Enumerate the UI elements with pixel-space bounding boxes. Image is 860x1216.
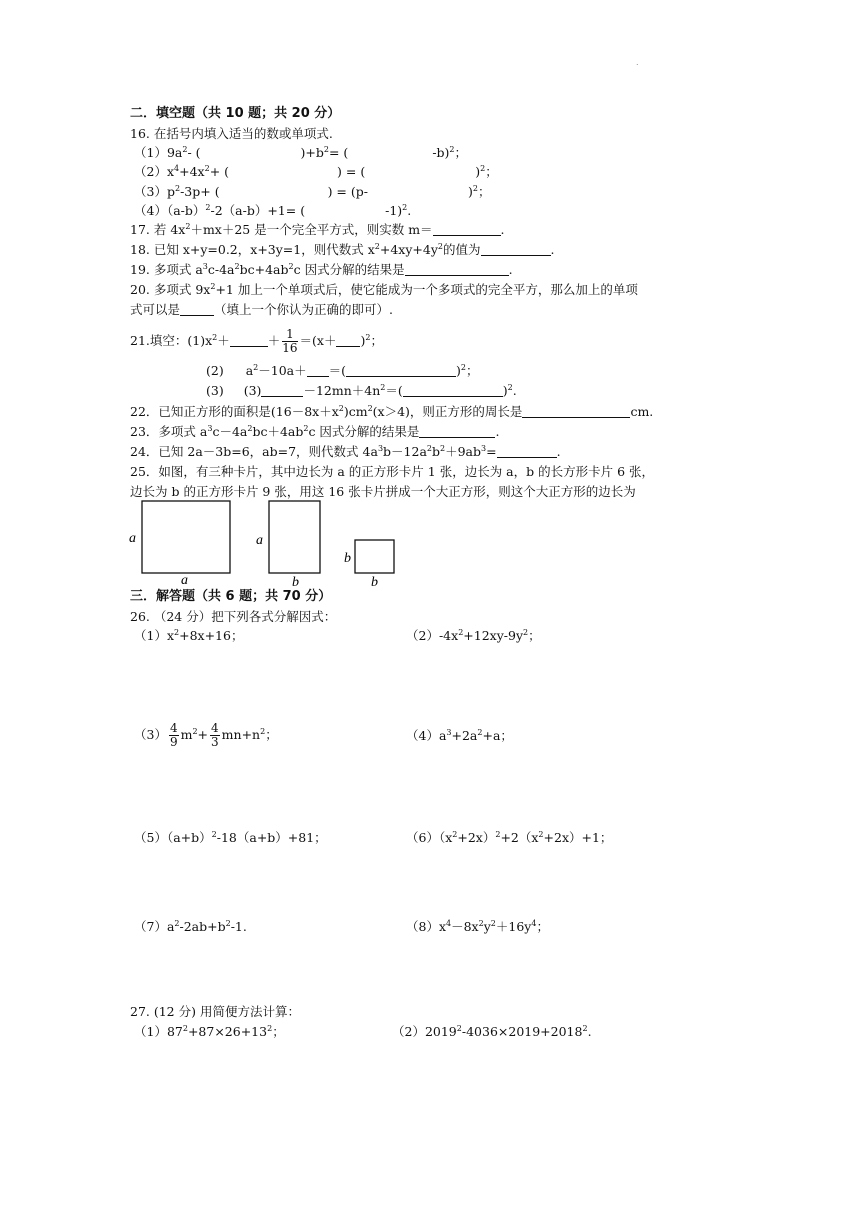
q17: 17. 若 $4x^2+mx+25$ 是一个完全平方式，则实数 m＝ . — [130, 222, 505, 237]
q22-answer-blank[interactable] — [522, 405, 630, 418]
q27-text: 27. (12 分) 用简便方法计算： — [130, 1004, 300, 1019]
card-square-b — [355, 540, 394, 573]
q20-answer-blank[interactable] — [180, 303, 214, 316]
q17-answer-blank[interactable] — [433, 223, 501, 236]
q26-part6: $(6)(x^2+2x)^2+2(x^2+2x)+1$； — [406, 830, 613, 845]
q16-part2: $(2)x^4+4x^2+$ ( ) = ( )$^2$； — [134, 164, 498, 179]
q26-part3: （3） $\frac{4}{9}$ $m^2+$ $\frac{4}{3}$ $mn+n^2$； — [134, 721, 278, 749]
label-side-a1: a — [129, 531, 136, 546]
top-mark: . — [636, 58, 639, 67]
q16-text: 16. 在括号内填入适当的数或单项式. — [130, 126, 333, 141]
q20-line2: 式可以是 （填上一个你认为正确的即可）. — [130, 302, 393, 317]
q26-3-fraction-a: $\frac{4}{9}$ — [169, 721, 178, 749]
label-bottom-b2: b — [371, 575, 378, 588]
q23: 23．多项式 $a^3c-4a^2bc+4ab^2c$ 因式分解的结果是 . — [130, 424, 500, 439]
q21-3-blank-b[interactable] — [403, 384, 503, 397]
q27-part1: $(1)87^2+87\times 26+13^2$； — [134, 1024, 285, 1039]
q21-1-blank-b[interactable] — [336, 334, 360, 347]
q26-part4: $(4)a^3+2a^2+a$； — [406, 728, 513, 743]
q26-text: 26. （24 分）把下列各式分解因式： — [130, 609, 337, 624]
q25-line2: 边长为 b 的正方形卡片 9 张，用这 16 张卡片拼成一个大正方形，则这个大正方形的边长为 — [130, 484, 636, 499]
q26-part2: $(2)-4x^2+12xy-9y^2$； — [406, 628, 541, 643]
q21-line1: 21.填空：$(1)x^2+$ ＋ $\frac{1}{16}$ $=(x+ )^2$； — [130, 327, 383, 355]
q21-line2: (2) $a^2-10a+$ ＝( )$^2$； — [206, 363, 479, 378]
q16-part3: $(3)p^2-3p+$ ( ) = (p- )$^2$； — [134, 184, 491, 199]
q25-cards-figure — [126, 498, 406, 588]
q24: 24．已知 2a－3b=6，ab=7，则代数式 $4a^3b-12a^2b^2+9ab^3=$ . — [130, 444, 561, 459]
section2-header: 二．填空题（共 10 题；共 20 分） — [130, 106, 341, 121]
q26-part1: $(1)x^2+8x+16$； — [134, 628, 244, 643]
q25-line1: 25．如图，有三种卡片，其中边长为 a 的正方形卡片 1 张，边长为 a，b 的长方形卡片 6 张， — [130, 464, 655, 479]
q21-2-blank-b[interactable] — [346, 364, 456, 377]
section3-header: 三．解答题（共 6 题；共 70 分） — [130, 589, 332, 604]
q26-part7: $(7)a^2-2ab+b^2-1$. — [134, 919, 247, 934]
q19-answer-blank[interactable] — [405, 263, 509, 276]
q23-answer-blank[interactable] — [419, 425, 495, 438]
q21-1-blank-a[interactable] — [230, 334, 268, 347]
q21-2-blank-a[interactable] — [307, 364, 329, 377]
q21-3-blank-a[interactable] — [261, 384, 303, 397]
label-side-b: b — [344, 551, 351, 566]
q20-line1: 20. 多项式 $9x^2+1$ 加上一个单项式后，使它能成为一个多项式的完全平方，那么加上的单项 — [130, 282, 638, 297]
q22: 22．已知正方形的面积是$(16-8x+x^2)cm^2(x>4)$，则正方形的周长是 cm. — [130, 404, 654, 419]
q21-fraction: $\frac{1}{16}$ — [282, 327, 298, 355]
card-rect-ab — [269, 501, 320, 573]
q24-answer-blank[interactable] — [497, 445, 557, 458]
label-side-a2: a — [256, 533, 263, 548]
card-square-a — [142, 501, 230, 573]
label-bottom-b1: b — [292, 575, 299, 588]
q26-part5: $(5)(a+b)^2-18(a+b)+81$； — [134, 830, 327, 845]
q18: 18. 已知 x+y=0.2，x+3y=1，则代数式 $x^2+4xy+4y^2$的值为 . — [130, 242, 555, 257]
q16-part1: $(1)9a^2-$ ( )$+b^2=$ ( -b)$^2$； — [134, 145, 468, 160]
q18-answer-blank[interactable] — [481, 243, 551, 256]
q27-part2: $(2)2019^2-4036\times 2019+2018^2$. — [392, 1024, 592, 1039]
label-bottom-a: a — [181, 573, 188, 588]
q21-line3: (3) $(3) -12mn+4n^2=$( )$^2$. — [206, 383, 517, 398]
q16-part4: $(4)(a-b)^2-2(a-b)+1=$ ( -1)$^2$. — [134, 203, 412, 218]
q26-part8: $(8)x^4-8x^2y^2+16y^4$； — [406, 919, 549, 934]
q19: 19. 多项式 $a^3c-4a^2bc+4ab^2c$ 因式分解的结果是 . — [130, 262, 513, 277]
q26-3-fraction-b: $\frac{4}{3}$ — [211, 721, 219, 749]
